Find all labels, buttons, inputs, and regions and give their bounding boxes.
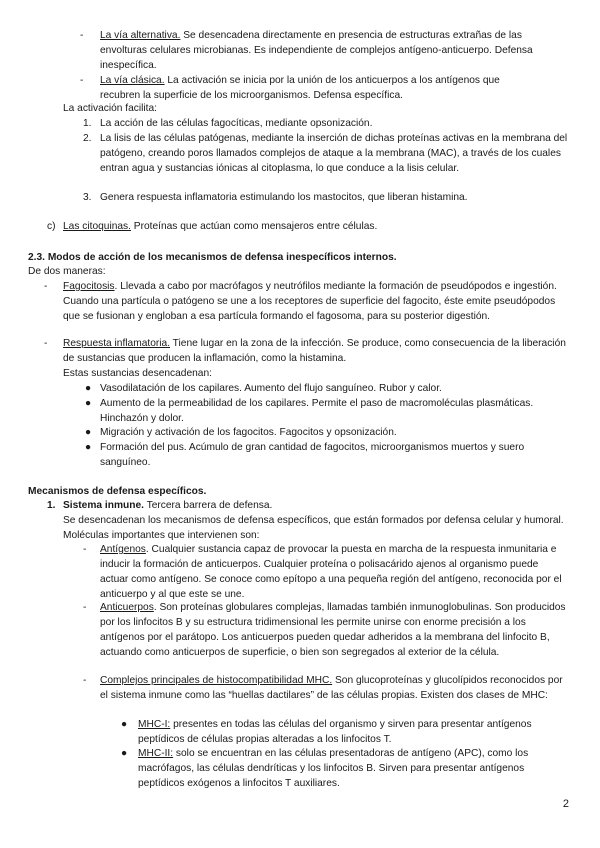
cytokines-term: Las citoquinas. [63, 221, 131, 232]
bullet-dot: ● [85, 383, 92, 394]
effect-item: Aumento de la permeabilidad de los capilares. Permite el paso de macromoléculas plasmáticas. Hinchazón y dolor. [100, 398, 534, 424]
bullet-dot: ● [85, 427, 92, 438]
mhc2-text: solo se encuentran en las células presentadoras de antígeno (APC), como los macrófagos, las células dendríticas y los linfocitos B. Sirven para presentar antígenos peptídicos exógenos a linfocitos T auxiliares. [138, 748, 529, 789]
section-intro: De dos maneras: [28, 266, 106, 277]
cytokines-text: Proteínas que actúan como mensajeros entre células. [130, 221, 378, 232]
classic-path-term: La vía clásica. [100, 75, 165, 86]
dash-bullet: - [44, 281, 48, 292]
mhc2-term: MHC-II: [138, 748, 174, 759]
activation-intro: La activación facilita: [63, 103, 158, 114]
list-letter: c) [47, 221, 56, 232]
list-number: 2. [83, 133, 92, 144]
list-number: 1. [47, 500, 56, 511]
bullet-dot: ● [121, 748, 128, 759]
mhc1-term: MHC-I: [138, 719, 171, 730]
section-heading: 2.3. Modos de acción de los mecanismos de defensa inespecíficos internos. [28, 252, 397, 263]
mhc-term: Complejos principales de histocompatibilidad MHC. [100, 675, 333, 686]
phagocytosis-item [63, 279, 563, 324]
antigens-term: Antígenos [100, 544, 146, 555]
immune-system-term: Sistema inmune. [63, 500, 144, 511]
alt-path-item [100, 28, 562, 73]
classic-path-item [100, 73, 540, 103]
mhc1-text: presentes en todas las células del organismo y sirven para presentar antígenos peptídicos de células propias alteradas a los linfocitos T. [138, 719, 532, 745]
list-number: 1. [83, 118, 92, 129]
alt-path-term: La vía alternativa. [100, 30, 181, 41]
mhc-item [100, 673, 568, 703]
substances-intro: Estas sustancias desencadenan: [63, 368, 212, 379]
antibodies-item [100, 600, 568, 660]
activation-item: La lisis de las células patógenas, mediante la inserción de dichas proteínas activas en la membrana del patógeno, creando poros llamados complejos de ataque a la membrana (MAC), a través de los cuales entran agua y sustancias iónicas al citoplasma, lo que conduce a la lisis celular. [100, 133, 568, 174]
specific-heading: Mecanismos de defensa específicos. [28, 486, 207, 497]
dash-bullet: - [83, 675, 87, 686]
antigens-item [100, 542, 568, 602]
inflammation-term: Respuesta inflamatoria. [63, 338, 171, 349]
list-number: 3. [83, 192, 92, 203]
bullet-dot: ● [121, 719, 128, 730]
classic-path-text: La activación se inicia por la unión de los anticuerpos a los antígenos que recubren la superficie de los microorganismos. Defensa específica. [100, 75, 500, 101]
page-number: 2 [562, 798, 569, 810]
dash-bullet: - [80, 75, 84, 86]
inflammation-item [63, 336, 568, 366]
bullet-dot: ● [85, 398, 92, 409]
activation-item: Genera respuesta inflamatoria estimulando los mastocitos, que liberan histamina. [100, 192, 468, 203]
antigens-text: . Cualquier sustancia capaz de provocar la puesta en marcha de la respuesta inmunitaria e inducir la formación de anticuerpos. Cualquier proteína o polisacárido ajenos al organismo puede actuar como antígeno. Se conoce como epítopo a una pequeña región del antígeno, reconocida por el anticuerpo y al que este se une. [100, 544, 562, 600]
dash-bullet: - [83, 602, 87, 613]
mhc1-item [138, 717, 568, 747]
inflammation-text: Tiene lugar en la zona de la infección. Se produce, como consecuencia de la liberación de sustancias que producen la inflamación, como la histamina. [63, 338, 566, 364]
phagocytosis-text: . Llevada a cabo por macrófagos y neutrófilos mediante la formación de pseudópodos e ingestión. Cuando una partícula o patógeno se une a los receptores de superficie del fagocito, éste emite pseudópodos que se fusionan y engloban a esa partícula formando el fagosoma, para su posterior digestión. [63, 281, 557, 322]
dash-bullet: - [83, 544, 87, 555]
antibodies-text: . Son proteínas globulares complejas, llamadas también inmunoglobulinas. Son producidos por los linfocitos B y su estructura tridimensional les permite unirse con enorme precisión a los antígenos por el parátopo. Los anticuerpos pueden quedar adheridos a la membrana del linfocito B, actuando como anticuerpos de superficie, o bien son segregados al exterior de la célula. [100, 602, 566, 658]
antibodies-term: Anticuerpos [100, 602, 154, 613]
bullet-dot: ● [85, 442, 92, 453]
effect-item: Migración y activación de los fagocitos. Fagocitos y opsonización. [100, 427, 397, 438]
phagocytosis-term: Fagocitosis [63, 281, 115, 292]
dash-bullet: - [44, 338, 48, 349]
immune-system-subtitle: Tercera barrera de defensa. [143, 500, 273, 511]
effect-item: Vasodilatación de los capilares. Aumento del flujo sanguíneo. Rubor y calor. [100, 383, 442, 394]
cytokines-item [63, 219, 543, 234]
immune-system-intro: Se desencadenan los mecanismos de defensa específicos, que están formados por defensa celular y humoral. Moléculas importantes que intervienen son: [63, 515, 564, 541]
mhc-text: Son glucoproteínas y glucolípidos reconocidos por el sistema inmune como las “huellas dactilares” de las células propias. Existen dos clases de MHC: [100, 675, 563, 701]
dash-bullet: - [80, 30, 84, 41]
effect-item: Formación del pus. Acúmulo de gran cantidad de fagocitos, microorganismos muertos y suero sanguíneo. [100, 442, 525, 468]
alt-path-text: Se desencadena directamente en presencia de estructuras extrañas de las envolturas celulares microbianas. Es independiente de complejos antígeno-anticuerpo. Defensa inespecífica. [100, 30, 533, 71]
activation-item: La acción de las células fagocíticas, mediante opsonización. [100, 118, 373, 129]
immune-system-title [63, 498, 543, 513]
mhc2-item [138, 746, 568, 791]
